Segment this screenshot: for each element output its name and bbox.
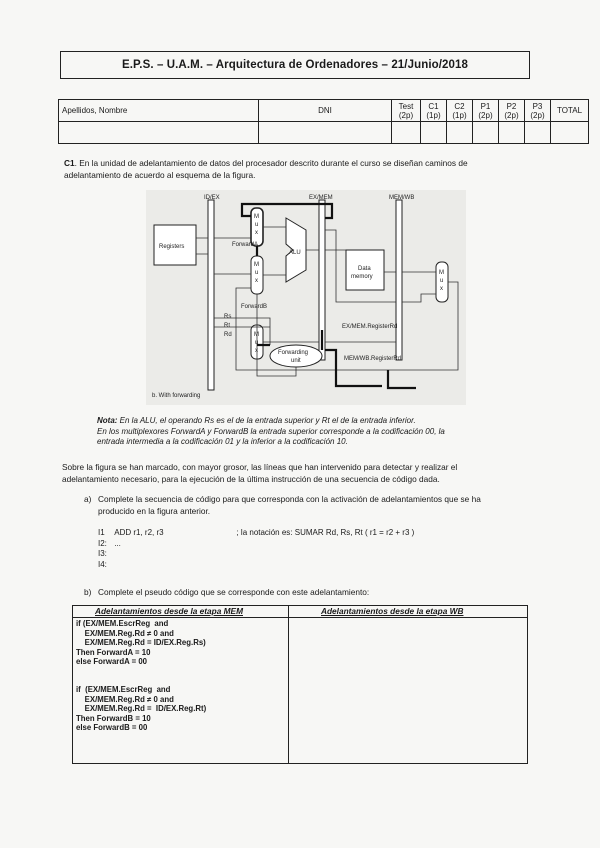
code-line-2[interactable]: I2: ...: [98, 538, 121, 548]
grade-cell-p3: [525, 122, 551, 144]
mux-a-label: M: [254, 214, 259, 220]
grade-cell-c2: [447, 122, 473, 144]
svg-text:x: x: [440, 286, 443, 292]
grade-table: [58, 99, 589, 144]
forwarding-unit-label-2: unit: [291, 358, 301, 364]
rd-label: Rd: [224, 332, 232, 338]
grade-col-p3: P3 (2p): [525, 100, 551, 122]
svg-text:u: u: [440, 278, 444, 284]
exam-header: [60, 51, 530, 79]
grade-col-c1: C1 (1p): [421, 100, 447, 122]
code-line-3[interactable]: I3:: [98, 549, 107, 558]
wb-answer-area[interactable]: [290, 619, 525, 761]
code-line-4[interactable]: I4:: [98, 559, 107, 569]
forward-a-label: ForwardA: [232, 242, 259, 248]
dni-field[interactable]: [259, 122, 392, 144]
grade-col-p1: P1 (2p): [473, 100, 499, 122]
pseudocode-header-line: [73, 617, 527, 618]
forwarding-diagram: [146, 190, 466, 405]
mux-b-label: M: [254, 262, 259, 268]
exmem-regrd-label: EX/MEM.RegisterRd: [342, 324, 398, 330]
col-wb-header: Adelantamientos desde la etapa WB: [321, 606, 464, 616]
dni-label: DNI: [259, 100, 392, 122]
rt-label: Rt: [224, 323, 230, 329]
memwb-regrd-label: MEM/WB.RegisterRd: [344, 356, 402, 362]
memwb-label: MEM/WB: [389, 195, 415, 201]
grade-cell-test: [392, 122, 421, 144]
pseudocode-forward-b: if (EX/MEM.EscrReg and EX/MEM.Reg.Rd ≠ 0 and EX/MEM.Reg.Rd = ID/EX.Reg.Rt) Then ForwardB = 10 else ForwardB = 00: [76, 685, 207, 732]
exmem-label: EX/MEM: [309, 195, 333, 201]
pseudocode-table: [72, 605, 528, 764]
svg-text:u: u: [255, 340, 259, 346]
grade-col-test: Test (2p): [392, 100, 421, 122]
idex-label: ID/EX: [204, 195, 220, 201]
col-mem-header: Adelantamientos desde la etapa MEM: [95, 606, 243, 616]
question-intro: C1. En la unidad de adelantamiento de datos del procesador descrito durante el curso se diseñan caminos de adelantamiento de acuerdo al esquema de la figura.: [64, 158, 468, 180]
svg-text:x: x: [255, 348, 258, 354]
forwarding-unit-label-1: Forwarding: [278, 350, 309, 356]
grade-cell-p1: [473, 122, 499, 144]
diagram-background: [146, 190, 466, 405]
exam-title: E.P.S. – U.A.M. – Arquitectura de Ordenadores – 21/Junio/2018: [121, 59, 469, 71]
svg-text:M: M: [254, 332, 259, 338]
total-label: TOTAL: [551, 100, 589, 122]
name-label: Apellidos, Nombre: [59, 100, 259, 122]
memwb-register: [396, 200, 402, 360]
grade-cell-total: [551, 122, 589, 144]
body-text: Sobre la figura se han marcado, con mayor grosor, las líneas que han intervenido para detectar y realizar el adelantamiento necesario, para la ejecución de la última instrucción de una secuencia de código dada.: [62, 462, 458, 484]
registers-label: Registers: [159, 244, 185, 250]
idex-register: [208, 200, 214, 390]
svg-text:x: x: [255, 278, 258, 284]
svg-text:M: M: [439, 270, 444, 276]
grade-cell-p2: [499, 122, 525, 144]
pseudocode-forward-a: if (EX/MEM.EscrReg and EX/MEM.Reg.Rd ≠ 0 and EX/MEM.Reg.Rd = ID/EX.Reg.Rs) Then ForwardA = 10 else ForwardA = 00: [76, 619, 206, 666]
forward-b-label: ForwardB: [241, 304, 268, 310]
question-number: C1: [64, 158, 75, 168]
note-label: Nota:: [97, 416, 118, 425]
code-listing: [98, 528, 538, 570]
part-b-letter: b): [84, 587, 92, 597]
note-block: Nota: En la ALU, el operando Rs es el de la entrada superior y Rt el de la entrada inferior. En los multiplexores ForwardA y ForwardB la entrada superior corresponde a la codificación 00, la entrada intermedia a la codificación 01 y la inferior a la codificación 10.: [97, 416, 445, 446]
svg-text:u: u: [255, 222, 259, 228]
svg-text:u: u: [255, 270, 259, 276]
code-line-1: I1 ADD r1, r2, r3 ; la notación es: SUMAR Rd, Rs, Rt ( r1 = r2 + r3 ): [98, 528, 415, 537]
rs-label: Rs: [224, 314, 232, 320]
pseudocode-col-divider: [288, 606, 289, 763]
part-a-text: Complete la secuencia de código para que corresponda con la activación de adelantamientos que se ha producido en la figura anterior.: [98, 494, 481, 516]
name-field[interactable]: [59, 122, 259, 144]
part-b-text: Complete el pseudo código que se corresponde con este adelantamiento:: [98, 587, 370, 597]
data-memory-label-1: Data: [358, 266, 371, 272]
diagram-caption: b. With forwarding: [152, 393, 201, 399]
part-a-letter: a): [84, 494, 92, 504]
alu-label: ALU: [289, 250, 301, 256]
data-memory-label-2: memory: [351, 274, 373, 280]
svg-text:x: x: [255, 230, 258, 236]
grade-col-c2: C2 (1p): [447, 100, 473, 122]
grade-col-p2: P2 (2p): [499, 100, 525, 122]
grade-cell-c1: [421, 122, 447, 144]
